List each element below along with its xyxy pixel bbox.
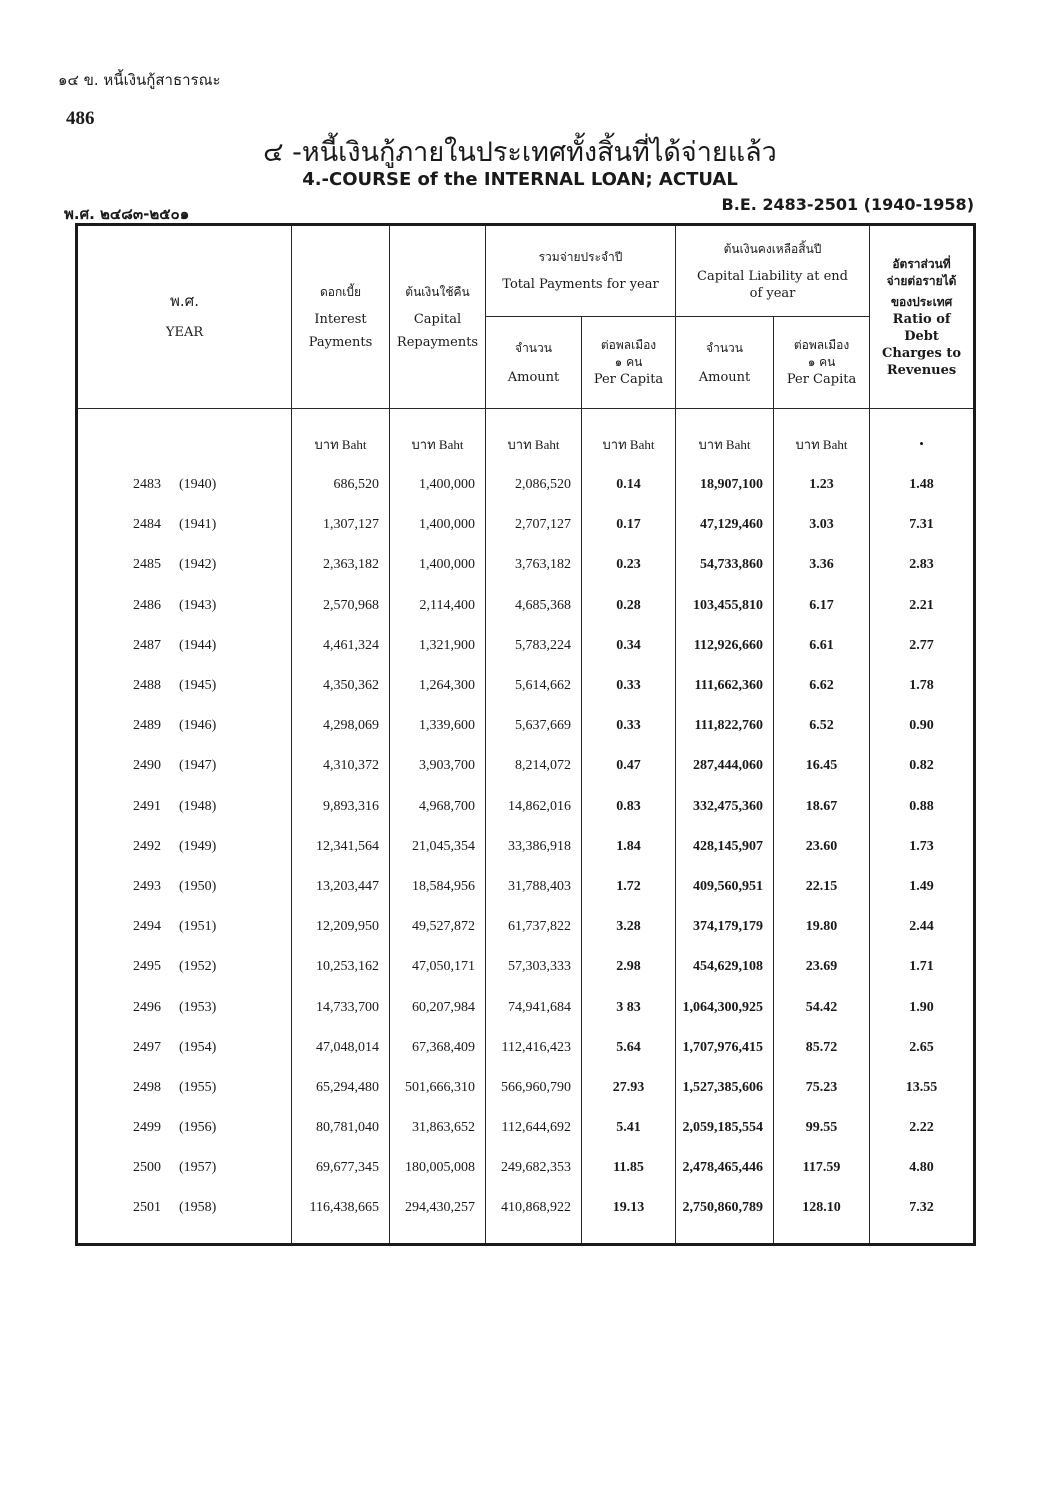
liability-cell: 2,750,860,789 (676, 1188, 774, 1228)
year-be: 2489 (133, 718, 161, 734)
total-pc-cell: 1.84 (582, 827, 676, 867)
year-header-thai: พ.ศ. (170, 292, 199, 310)
total-cell: 112,644,692 (486, 1108, 582, 1148)
ratio-header-english-4: Revenues (886, 362, 957, 378)
interest-cell: 686,520 (292, 465, 390, 505)
total-pc-cell: 0.83 (582, 787, 676, 827)
interest-cell: 13,203,447 (292, 867, 390, 907)
capital-cell: 49,527,872 (390, 907, 486, 947)
liability-amount-header-english: Amount (698, 369, 751, 385)
unit-cell: บาท Baht (774, 423, 870, 465)
ratio-header-english-2: Debt (904, 328, 939, 344)
year-cell (77, 787, 292, 827)
capital-cell: 1,321,900 (390, 626, 486, 666)
liab-pc-cell: 16.45 (774, 746, 870, 786)
year-ce: (1946) (179, 718, 217, 734)
year-cell (77, 666, 292, 706)
year-cell (77, 1188, 292, 1228)
liability-cell: 1,064,300,925 (676, 987, 774, 1027)
total-cell: 2,086,520 (486, 465, 582, 505)
liab-pc-cell: 6.61 (774, 626, 870, 666)
total-cell: 5,783,224 (486, 626, 582, 666)
table-row (77, 545, 975, 585)
interest-cell: 12,209,950 (292, 907, 390, 947)
year-be: 2499 (133, 1120, 161, 1136)
page-title-thai: ๔ -หนี้เงินกู้ภายในประเทศทั้งสิ้นที่ได้จ่ายแล้ว (263, 137, 777, 168)
ratio-cell: 2.22 (870, 1108, 975, 1148)
table-row (77, 907, 975, 947)
total-pc-cell: 0.23 (582, 545, 676, 585)
page-title-english: 4.-COURSE of the INTERNAL LOAN; ACTUAL (302, 169, 738, 190)
internal-loan-table (75, 223, 976, 1246)
year-ce: (1948) (179, 798, 217, 814)
ratio-cell: 1.71 (870, 947, 975, 987)
liability-cell: 428,145,907 (676, 827, 774, 867)
year-header-english: YEAR (165, 325, 204, 340)
ratio-header-thai-2: จ่ายต่อรายได้ (886, 273, 957, 288)
year-ce: (1958) (179, 1200, 217, 1216)
liability-cell: 111,822,760 (676, 706, 774, 746)
total-cell: 249,682,353 (486, 1148, 582, 1188)
year-ce: (1943) (179, 597, 217, 613)
year-cell (77, 746, 292, 786)
liab-pc-cell: 19.80 (774, 907, 870, 947)
year-be: 2492 (133, 838, 161, 854)
total-pc-cell: 5.41 (582, 1108, 676, 1148)
liab-pc-cell: 6.17 (774, 586, 870, 626)
total-cell: 31,788,403 (486, 867, 582, 907)
total-per-capita-unit: ๑ คน (614, 355, 643, 369)
page-number: 486 (66, 108, 95, 129)
interest-cell: 65,294,480 (292, 1068, 390, 1108)
table-row (77, 505, 975, 545)
year-ce: (1941) (179, 517, 217, 533)
liability-cell: 112,926,660 (676, 626, 774, 666)
year-ce: (1950) (179, 878, 217, 894)
capital-cell: 18,584,956 (390, 867, 486, 907)
units-row (77, 423, 975, 465)
capital-cell: 2,114,400 (390, 586, 486, 626)
total-amount-header-english: Amount (507, 369, 560, 385)
liability-cell: 18,907,100 (676, 465, 774, 505)
total-cell: 5,637,669 (486, 706, 582, 746)
total-per-capita-header (582, 317, 676, 409)
liab-pc-cell: 75.23 (774, 1068, 870, 1108)
year-ce: (1954) (179, 1039, 217, 1055)
table-row (77, 1148, 975, 1188)
ratio-cell: 1.48 (870, 465, 975, 505)
year-range-thai: พ.ศ. ๒๔๘๓-๒๕๐๑ (64, 205, 190, 223)
year-be: 2484 (133, 517, 161, 533)
table-row (77, 867, 975, 907)
interest-cell: 4,350,362 (292, 666, 390, 706)
table-row (77, 586, 975, 626)
liability-cell: 47,129,460 (676, 505, 774, 545)
capital-cell: 180,005,008 (390, 1148, 486, 1188)
year-be: 2490 (133, 758, 161, 774)
ratio-cell: 1.49 (870, 867, 975, 907)
capital-cell: 4,968,700 (390, 787, 486, 827)
internal-loan-table-container (75, 223, 973, 1246)
capital-header-english-2: Repayments (396, 334, 479, 350)
liability-per-capita-header (774, 317, 870, 409)
liab-pc-cell: 22.15 (774, 867, 870, 907)
total-pc-cell: 1.72 (582, 867, 676, 907)
liability-cell: 103,455,810 (676, 586, 774, 626)
liab-pc-cell: 6.52 (774, 706, 870, 746)
interest-header (292, 225, 390, 409)
liab-pc-cell: 85.72 (774, 1028, 870, 1068)
liab-pc-cell: 99.55 (774, 1108, 870, 1148)
year-ce: (1949) (179, 838, 217, 854)
interest-cell: 47,048,014 (292, 1028, 390, 1068)
total-pc-cell: 0.28 (582, 586, 676, 626)
running-head: ๑๔ ข. หนี้เงินกู้สาธารณะ (58, 71, 221, 89)
unit-cell: บาท Baht (486, 423, 582, 465)
year-be: 2498 (133, 1079, 161, 1095)
total-pc-cell: 0.33 (582, 666, 676, 706)
interest-header-thai: ดอกเบี้ย (319, 284, 361, 299)
capital-cell: 31,863,652 (390, 1108, 486, 1148)
interest-cell: 69,677,345 (292, 1148, 390, 1188)
interest-cell: 80,781,040 (292, 1108, 390, 1148)
interest-cell: 12,341,564 (292, 827, 390, 867)
interest-cell: 9,893,316 (292, 787, 390, 827)
table-row (77, 746, 975, 786)
liab-pc-cell: 3.36 (774, 545, 870, 585)
capital-header-thai: ต้นเงินใช้คืน (405, 284, 470, 299)
year-cell (77, 1108, 292, 1148)
ratio-header-thai-3: ของประเทศ (890, 294, 953, 309)
total-pc-cell: 0.33 (582, 706, 676, 746)
total-amount-header-thai: จำนวน (515, 340, 552, 355)
capital-cell: 3,903,700 (390, 746, 486, 786)
ratio-cell: 0.90 (870, 706, 975, 746)
liability-amount-header (676, 317, 774, 409)
total-pc-cell: 0.14 (582, 465, 676, 505)
liab-pc-cell: 23.60 (774, 827, 870, 867)
liab-pc-cell: 128.10 (774, 1188, 870, 1228)
total-cell: 8,214,072 (486, 746, 582, 786)
liability-cell: 111,662,360 (676, 666, 774, 706)
capital-cell: 1,264,300 (390, 666, 486, 706)
interest-header-english-1: Interest (314, 311, 367, 327)
capital-cell: 1,400,000 (390, 465, 486, 505)
year-be: 2495 (133, 959, 161, 975)
year-ce: (1951) (179, 919, 217, 935)
liability-per-capita-header-english: Per Capita (786, 372, 857, 387)
unit-cell: บาท Baht (292, 423, 390, 465)
year-be: 2483 (133, 477, 161, 493)
liability-per-capita-header-thai: ต่อพลเมือง (793, 338, 850, 352)
year-be: 2485 (133, 557, 161, 573)
ratio-cell: 4.80 (870, 1148, 975, 1188)
ratio-cell: 0.82 (870, 746, 975, 786)
total-cell: 14,862,016 (486, 787, 582, 827)
total-cell: 5,614,662 (486, 666, 582, 706)
total-amount-header (486, 317, 582, 409)
interest-header-english-2: Payments (308, 334, 373, 350)
year-ce: (1945) (179, 678, 217, 694)
year-cell (77, 586, 292, 626)
ratio-cell: 1.78 (870, 666, 975, 706)
year-ce: (1952) (179, 959, 217, 975)
year-cell (77, 987, 292, 1027)
liab-pc-cell: 23.69 (774, 947, 870, 987)
ratio-header-english-3: Charges to (882, 345, 961, 361)
liability-cell: 1,527,385,606 (676, 1068, 774, 1108)
total-payments-header (486, 225, 676, 317)
ratio-cell: 2.83 (870, 545, 975, 585)
total-cell: 566,960,790 (486, 1068, 582, 1108)
table-body (77, 409, 975, 1245)
liability-amount-header-thai: จำนวน (706, 340, 743, 355)
total-pc-cell: 3 83 (582, 987, 676, 1027)
capital-header-english-1: Capital (413, 311, 462, 327)
liab-pc-cell: 54.42 (774, 987, 870, 1027)
year-be: 2491 (133, 798, 161, 814)
interest-cell: 116,438,665 (292, 1188, 390, 1228)
total-per-capita-header-english: Per Capita (593, 372, 664, 387)
year-be: 2486 (133, 597, 161, 613)
liability-cell: 454,629,108 (676, 947, 774, 987)
year-be: 2501 (133, 1200, 161, 1216)
year-cell (77, 827, 292, 867)
year-cell (77, 545, 292, 585)
year-be: 2493 (133, 878, 161, 894)
total-cell: 61,737,822 (486, 907, 582, 947)
unit-cell: • (870, 423, 975, 465)
year-ce: (1940) (179, 477, 217, 493)
year-cell (77, 706, 292, 746)
liab-pc-cell: 1.23 (774, 465, 870, 505)
interest-cell: 4,461,324 (292, 626, 390, 666)
ratio-cell: 1.90 (870, 987, 975, 1027)
year-be: 2488 (133, 678, 161, 694)
table-row (77, 1108, 975, 1148)
capital-cell: 47,050,171 (390, 947, 486, 987)
capital-header (390, 225, 486, 409)
year-be: 2497 (133, 1039, 161, 1055)
year-cell (77, 505, 292, 545)
liab-pc-cell: 6.62 (774, 666, 870, 706)
capital-cell: 67,368,409 (390, 1028, 486, 1068)
table-row (77, 1028, 975, 1068)
year-cell (77, 947, 292, 987)
year-cell (77, 1148, 292, 1188)
liab-pc-cell: 3.03 (774, 505, 870, 545)
capital-cell: 1,400,000 (390, 545, 486, 585)
ratio-cell: 7.32 (870, 1188, 975, 1228)
capital-liability-header-english-1: Capital Liability at end (697, 268, 849, 284)
ratio-header-english-1: Ratio of (892, 311, 951, 327)
year-header (77, 225, 292, 409)
ratio-cell: 7.31 (870, 505, 975, 545)
liability-cell: 409,560,951 (676, 867, 774, 907)
unit-cell: บาท Baht (676, 423, 774, 465)
table-row (77, 1068, 975, 1108)
table-row (77, 465, 975, 505)
total-pc-cell: 0.34 (582, 626, 676, 666)
total-payments-header-english: Total Payments for year (502, 277, 659, 292)
year-ce: (1947) (179, 758, 217, 774)
table-row (77, 827, 975, 867)
table-row (77, 787, 975, 827)
year-cell (77, 626, 292, 666)
liability-cell: 54,733,860 (676, 545, 774, 585)
ratio-cell: 2.44 (870, 907, 975, 947)
table-row (77, 947, 975, 987)
interest-cell: 10,253,162 (292, 947, 390, 987)
liability-cell: 332,475,360 (676, 787, 774, 827)
year-ce: (1955) (179, 1079, 217, 1095)
year-ce: (1957) (179, 1160, 217, 1176)
year-cell (77, 465, 292, 505)
year-be: 2487 (133, 637, 161, 653)
ratio-cell: 0.88 (870, 787, 975, 827)
liability-cell: 1,707,976,415 (676, 1028, 774, 1068)
interest-cell: 2,363,182 (292, 545, 390, 585)
year-range-english: B.E. 2483-2501 (1940-1958) (721, 195, 974, 214)
total-cell: 2,707,127 (486, 505, 582, 545)
unit-cell: บาท Baht (582, 423, 676, 465)
total-pc-cell: 11.85 (582, 1148, 676, 1188)
total-cell: 74,941,684 (486, 987, 582, 1027)
total-pc-cell: 2.98 (582, 947, 676, 987)
capital-liability-header-english-2: of year (749, 285, 796, 301)
liability-cell: 2,059,185,554 (676, 1108, 774, 1148)
total-cell: 4,685,368 (486, 586, 582, 626)
ratio-header (870, 225, 975, 409)
liab-pc-cell: 18.67 (774, 787, 870, 827)
total-cell: 112,416,423 (486, 1028, 582, 1068)
capital-cell: 294,430,257 (390, 1188, 486, 1228)
ratio-cell: 2.77 (870, 626, 975, 666)
interest-cell: 1,307,127 (292, 505, 390, 545)
total-pc-cell: 19.13 (582, 1188, 676, 1228)
year-ce: (1956) (179, 1120, 217, 1136)
total-pc-cell: 0.47 (582, 746, 676, 786)
unit-cell: บาท Baht (390, 423, 486, 465)
capital-cell: 501,666,310 (390, 1068, 486, 1108)
year-cell (77, 867, 292, 907)
table-row (77, 1188, 975, 1228)
ratio-cell: 1.73 (870, 827, 975, 867)
total-payments-header-thai: รวมจ่ายประจำปี (538, 250, 623, 264)
year-cell (77, 1068, 292, 1108)
total-pc-cell: 5.64 (582, 1028, 676, 1068)
year-be: 2496 (133, 999, 161, 1015)
year-cell (77, 907, 292, 947)
interest-cell: 4,310,372 (292, 746, 390, 786)
capital-liability-header-thai: ต้นเงินคงเหลือสิ้นปี (723, 241, 822, 256)
ratio-cell: 2.65 (870, 1028, 975, 1068)
interest-cell: 2,570,968 (292, 586, 390, 626)
year-ce: (1942) (179, 557, 217, 573)
table-row (77, 987, 975, 1027)
table-row (77, 626, 975, 666)
total-pc-cell: 27.93 (582, 1068, 676, 1108)
ratio-cell: 13.55 (870, 1068, 975, 1108)
year-be: 2500 (133, 1160, 161, 1176)
table-row (77, 706, 975, 746)
liability-per-capita-unit: ๑ คน (807, 355, 836, 369)
interest-cell: 14,733,700 (292, 987, 390, 1027)
year-ce: (1953) (179, 999, 217, 1015)
year-ce: (1944) (179, 637, 217, 653)
total-pc-cell: 0.17 (582, 505, 676, 545)
ratio-header-thai-1: อัตราส่วนที่ (892, 256, 951, 271)
liability-cell: 374,179,179 (676, 907, 774, 947)
year-cell (77, 1028, 292, 1068)
liab-pc-cell: 117.59 (774, 1148, 870, 1188)
capital-cell: 60,207,984 (390, 987, 486, 1027)
ratio-cell: 2.21 (870, 586, 975, 626)
interest-cell: 4,298,069 (292, 706, 390, 746)
liability-cell: 287,444,060 (676, 746, 774, 786)
total-pc-cell: 3.28 (582, 907, 676, 947)
total-cell: 57,303,333 (486, 947, 582, 987)
capital-cell: 1,339,600 (390, 706, 486, 746)
total-per-capita-header-thai: ต่อพลเมือง (600, 338, 657, 352)
capital-cell: 1,400,000 (390, 505, 486, 545)
capital-cell: 21,045,354 (390, 827, 486, 867)
total-cell: 410,868,922 (486, 1188, 582, 1228)
capital-liability-header (676, 225, 870, 317)
total-cell: 33,386,918 (486, 827, 582, 867)
year-be: 2494 (133, 919, 161, 935)
table-row (77, 666, 975, 706)
liability-cell: 2,478,465,446 (676, 1148, 774, 1188)
total-cell: 3,763,182 (486, 545, 582, 585)
table-header (77, 225, 975, 409)
